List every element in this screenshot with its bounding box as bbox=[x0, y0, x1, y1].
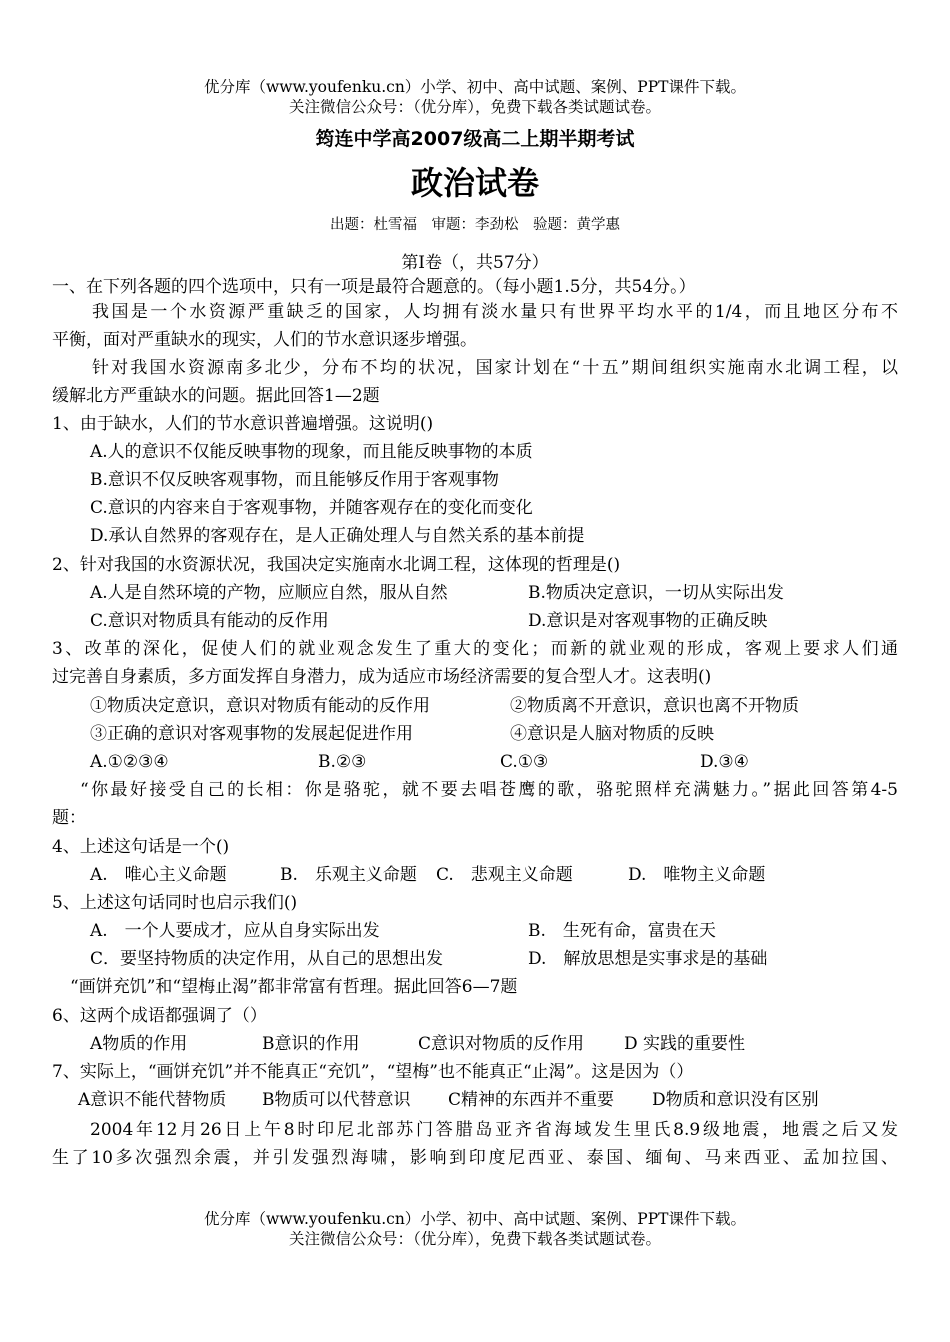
question-3-statement-1: ①物质决定意识，意识对物质有能动的反作用 bbox=[90, 696, 430, 716]
question-6-option-b: B意识的作用 bbox=[262, 1034, 360, 1054]
material-4-line-2: 生了10多次强烈余震，并引发强烈海啸，影响到印度尼西亚、泰国、缅甸、马来西亚、孟加拉国、 bbox=[52, 1148, 898, 1168]
school-title: 筠连中学高2007级高二上期半期考试 bbox=[315, 128, 635, 150]
question-4-option-b: B. 乐观主义命题 bbox=[280, 865, 417, 885]
authors-line: 出题：杜雪福 审题：李劲松 验题：黄学惠 bbox=[330, 217, 620, 233]
question-3-option-b: B.②③ bbox=[318, 752, 367, 772]
question-3-option-c: C.①③ bbox=[500, 752, 549, 772]
question-4-option-c: C. 悲观主义命题 bbox=[436, 865, 573, 885]
question-2-option-a: A.人是自然环境的产物，应顺应自然，服从自然 bbox=[90, 583, 448, 603]
question-3-option-d: D.③④ bbox=[700, 752, 749, 772]
question-3-statement-2: ②物质离不开意识，意识也离不开物质 bbox=[510, 696, 799, 716]
material-1-line-1: 我国是一个水资源严重缺乏的国家，人均拥有淡水量只有世界平均水平的1/4，而且地区分布不 bbox=[92, 302, 898, 322]
question-1-option-c: C.意识的内容来自于客观事物，并随客观存在的变化而变化 bbox=[90, 498, 533, 518]
question-5-option-d: D. 解放思想是实事求是的基础 bbox=[528, 949, 768, 969]
question-6-option-a: A物质的作用 bbox=[90, 1034, 188, 1054]
question-1-stem: 1、由于缺水，人们的节水意识普遍增强。这说明() bbox=[52, 414, 434, 434]
question-2-stem: 2、针对我国的水资源状况，我国决定实施南水北调工程，这体现的哲理是() bbox=[52, 555, 621, 575]
header-line-1: 优分库（www.youfenku.cn）小学、初中、高中试题、案例、PPT课件下载。 bbox=[203, 78, 747, 96]
question-7-stem: 7、实际上，“画饼充饥”并不能真正“充饥”，“望梅”也不能真正“止渴”。这是因为（） bbox=[52, 1062, 694, 1082]
material-1-line-4: 缓解北方严重缺水的问题。据此回答1—2题 bbox=[52, 386, 380, 406]
question-7-option-d: D物质和意识没有区别 bbox=[652, 1090, 819, 1110]
material-1-line-2: 平衡，面对严重缺水的现实，人们的节水意识逐步增强。 bbox=[52, 330, 477, 350]
question-6-option-c: C意识对物质的反作用 bbox=[418, 1034, 585, 1054]
material-4-line-1: 2004年12月26日上午8时印尼北部苏门答腊岛亚齐省海域发生里氏8.9级地震，地震之后又发 bbox=[90, 1120, 898, 1140]
question-1-option-a: A.人的意识不仅能反映事物的现象，而且能反映事物的本质 bbox=[90, 442, 533, 462]
question-7-option-b: B物质可以代替意识 bbox=[262, 1090, 411, 1110]
question-5-option-b: B. 生死有命，富贵在天 bbox=[528, 921, 716, 941]
question-3-statement-3: ③正确的意识对客观事物的发展起促进作用 bbox=[90, 724, 413, 744]
question-4-stem: 4、上述这句话是一个() bbox=[52, 837, 230, 857]
question-6-option-d: D 实践的重要性 bbox=[624, 1034, 746, 1054]
question-1-option-b: B.意识不仅反映客观事物，而且能够反作用于客观事物 bbox=[90, 470, 499, 490]
question-3-stem-line-1: 3、改革的深化，促使人们的就业观念发生了重大的变化；而新的就业观的形成，客观上要求人们通 bbox=[52, 639, 898, 659]
question-2-option-d: D.意识是对客观事物的正确反映 bbox=[528, 611, 768, 631]
footer-line-1: 优分库（www.youfenku.cn）小学、初中、高中试题、案例、PPT课件下载。 bbox=[203, 1210, 747, 1228]
question-5-option-c: C．要坚持物质的决定作用，从自己的思想出发 bbox=[90, 949, 444, 969]
header-line-2: 关注微信公众号：（优分库），免费下载各类试题试卷。 bbox=[288, 98, 661, 116]
section-instructions: 一、在下列各题的四个选项中，只有一项是最符合题意的。（每小题1.5分，共54分。） bbox=[52, 277, 696, 297]
question-5-stem: 5、上述这句话同时也启示我们() bbox=[52, 893, 298, 913]
material-2-line-1: “你最好接受自己的长相：你是骆驼，就不要去唱苍鹰的歌，骆驼照样充满魅力。”据此回答第4-5 bbox=[80, 780, 898, 800]
question-7-option-c: C精神的东西并不重要 bbox=[448, 1090, 615, 1110]
question-2-option-b: B.物质决定意识，一切从实际出发 bbox=[528, 583, 784, 603]
question-4-option-a: A. 唯心主义命题 bbox=[90, 865, 227, 885]
footer-line-2: 关注微信公众号：（优分库），免费下载各类试题试卷。 bbox=[288, 1230, 661, 1248]
question-3-option-a: A.①②③④ bbox=[90, 752, 169, 772]
question-5-option-a: A. 一个人要成才，应从自身实际出发 bbox=[90, 921, 380, 941]
question-4-option-d: D. 唯物主义命题 bbox=[628, 865, 766, 885]
question-2-option-c: C.意识对物质具有能动的反作用 bbox=[90, 611, 329, 631]
question-6-stem: 6、这两个成语都强调了（） bbox=[52, 1006, 267, 1026]
subject-title: 政治试卷 bbox=[410, 164, 539, 202]
material-3: “画饼充饥”和“望梅止渴”都非常富有哲理。据此回答6—7题 bbox=[70, 977, 518, 997]
material-2-line-2: 题： bbox=[52, 808, 86, 828]
question-7-option-a: A意识不能代替物质 bbox=[78, 1090, 227, 1110]
volume-heading: 第Ⅰ卷（，共57分） bbox=[401, 253, 549, 273]
question-3-statement-4: ④意识是人脑对物质的反映 bbox=[510, 724, 714, 744]
question-1-option-d: D.承认自然界的客观存在，是人正确处理人与自然关系的基本前提 bbox=[90, 526, 585, 546]
question-3-stem-line-2: 过完善自身素质，多方面发挥自身潜力，成为适应市场经济需要的复合型人才。这表明() bbox=[52, 667, 712, 687]
material-1-line-3: 针对我国水资源南多北少，分布不均的状况，国家计划在“十五”期间组织实施南水北调工程，以 bbox=[92, 358, 898, 378]
